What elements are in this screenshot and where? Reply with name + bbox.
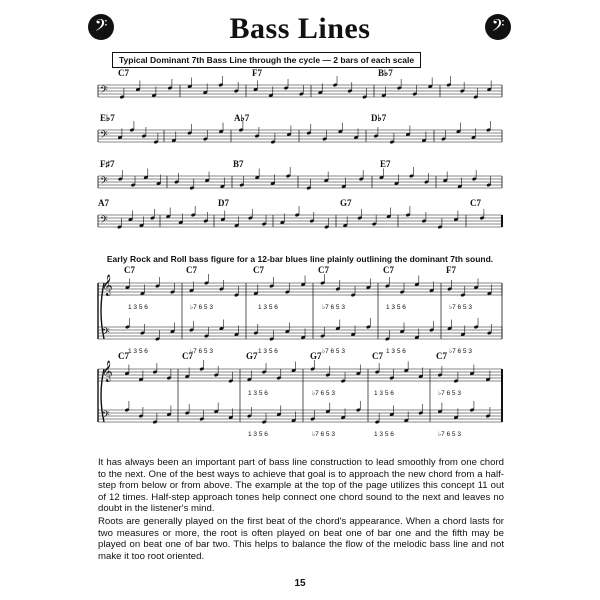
- note-group: [447, 318, 492, 337]
- chord-symbol: B7: [233, 159, 244, 169]
- note-group: [239, 121, 292, 144]
- scale-degree-figure: 1 3 5 6: [374, 390, 394, 397]
- note-group: [379, 167, 429, 186]
- bass-staff: [98, 130, 502, 142]
- note-group: [117, 209, 155, 229]
- treble-clef-icon: 𝄞: [102, 275, 113, 296]
- scale-degree-figure: ♭7 6 5 3: [322, 304, 345, 311]
- bass-staff: [98, 327, 502, 339]
- bass-clef-icon: 𝄢: [88, 14, 114, 40]
- scale-degree-figure: 1 3 5 6: [128, 348, 148, 355]
- scale-degree-figure: ♭7 6 5 3: [438, 390, 461, 397]
- bass-clef-icon: 𝄢: [100, 214, 108, 228]
- chord-symbol: C7: [383, 265, 394, 275]
- note-group: [174, 172, 225, 191]
- note-group: [120, 79, 173, 99]
- note-group: [381, 78, 432, 98]
- chord-symbol: C7: [436, 351, 447, 361]
- body-paragraph: Roots are generally played on the first beat of the chord's appearance. When a chord lasts for two measures or more, the root is often played on beat one of bar one and the fifth may be played on beat one of bar two. This helps to balance the flow of the melodic bass line and not make it too root oriented.: [98, 516, 504, 562]
- scale-degree-figure: 1 3 5 6: [248, 390, 268, 397]
- chord-symbol: E7: [380, 159, 391, 169]
- chord-symbol: A7: [98, 198, 109, 208]
- chord-symbol: G7: [310, 351, 322, 361]
- note-group: [189, 320, 239, 339]
- note-group: [406, 206, 459, 229]
- note-group: [438, 365, 491, 384]
- note-group: [187, 76, 238, 95]
- scale-degree-figure: 1 3 5 6: [386, 304, 406, 311]
- note-group: [310, 401, 361, 421]
- note-group: [447, 279, 492, 298]
- note-group: [441, 121, 491, 141]
- scale-degree-figure: ♭7 6 5 3: [449, 348, 472, 355]
- section-caption-cycle: Typical Dominant 7th Bass Line through the cycle — 2 bars of each scale: [112, 52, 421, 68]
- note-group: [375, 362, 423, 381]
- bass-clef-icon: 𝄢: [100, 175, 108, 189]
- scale-degree-figure: 1 3 5 6: [386, 348, 406, 355]
- bass-clef-icon: 𝄢: [100, 84, 108, 98]
- scale-degree-figure: ♭7 6 5 3: [190, 348, 213, 355]
- scale-degree-figure: 1 3 5 6: [258, 348, 278, 355]
- note-group: [253, 323, 305, 342]
- scale-degree-figure: 1 3 5 6: [258, 304, 278, 311]
- chord-symbol: G7: [246, 351, 258, 361]
- note-group: [220, 209, 266, 228]
- scale-degree-figure: 1 3 5 6: [374, 431, 394, 438]
- chord-symbol: C7: [318, 265, 329, 275]
- chord-symbol: F7: [446, 265, 456, 275]
- bass-clef-icon: 𝄢: [102, 326, 110, 340]
- note-group: [343, 208, 391, 228]
- chord-symbol: B♭7: [378, 68, 393, 78]
- note-group: [125, 318, 175, 341]
- note-group: [318, 76, 367, 99]
- note-group: [253, 276, 305, 296]
- note-group: [306, 123, 358, 142]
- bass-clef-icon: 𝄢: [485, 14, 511, 40]
- note-group: [306, 170, 363, 190]
- note-group: [320, 318, 371, 338]
- note-group: [320, 274, 371, 297]
- bass-clef-icon: 𝄢: [100, 129, 108, 143]
- chord-symbol: F♯7: [100, 159, 115, 169]
- scale-degree-figure: ♭7 6 5 3: [449, 304, 472, 311]
- note-group: [446, 76, 491, 99]
- note-group: [125, 401, 172, 424]
- chord-symbol: C7: [253, 265, 264, 275]
- note-group: [189, 274, 239, 297]
- note-group: [171, 123, 223, 143]
- chord-symbol: D7: [218, 198, 229, 208]
- note-group: [239, 167, 290, 187]
- note-group: [443, 170, 491, 189]
- note-group: [125, 363, 172, 382]
- chord-symbol: C7: [470, 198, 481, 208]
- note-group: [385, 321, 434, 341]
- chord-symbol: C7: [118, 351, 129, 361]
- scale-degree-figure: ♭7 6 5 3: [312, 390, 335, 397]
- section-caption-blues: Early Rock and Roll bass figure for a 12-bar blues line plainly outlining the dominant 7th sound.: [106, 254, 494, 264]
- chord-symbol: G7: [340, 198, 352, 208]
- note-group: [118, 121, 159, 144]
- note-group: [375, 404, 423, 424]
- chord-symbol: A♭7: [234, 113, 250, 123]
- scale-degree-figure: ♭7 6 5 3: [312, 431, 335, 438]
- note-group: [247, 406, 296, 425]
- chord-symbol: C7: [124, 265, 135, 275]
- note-group: [185, 360, 233, 383]
- bass-staff: [98, 215, 502, 227]
- treble-clef-icon: 𝄞: [102, 361, 113, 382]
- note-group: [185, 403, 233, 422]
- chord-symbol: C7: [182, 351, 193, 361]
- note-group: [247, 362, 296, 382]
- note-group: [385, 276, 434, 295]
- scale-degree-figure: 1 3 5 6: [128, 304, 148, 311]
- note-group: [125, 277, 175, 296]
- chord-symbol: C7: [118, 68, 129, 78]
- chord-symbol: C7: [372, 351, 383, 361]
- chord-symbol: F7: [252, 68, 262, 78]
- scale-degree-figure: ♭7 6 5 3: [438, 431, 461, 438]
- note-group: [253, 79, 304, 98]
- scale-degree-figure: 1 3 5 6: [248, 431, 268, 438]
- note-group: [480, 209, 485, 220]
- bass-clef-icon: 𝄢: [102, 409, 110, 423]
- chord-symbol: C7: [186, 265, 197, 275]
- note-group: [310, 360, 361, 383]
- note-group: [166, 206, 208, 225]
- chord-symbol: D♭7: [371, 113, 387, 123]
- note-group: [280, 206, 329, 229]
- scale-degree-figure: ♭7 6 5 3: [190, 304, 213, 311]
- note-group: [438, 401, 491, 420]
- body-paragraph: It has always been an important part of bass line construction to lead smoothly from one chord to the next. One of the best ways to achieve that goal is to approach the new chord from a half-step from below or from above. The example at the top of the page utilizes this concept 11 out of 12 times. Half-step approach tones help connect one chord sound to the next and leaves no doubt in the listener's mind.: [98, 457, 504, 515]
- note-group: [374, 126, 427, 145]
- chord-symbol: E♭7: [100, 113, 115, 123]
- scale-degree-figure: ♭7 6 5 3: [322, 348, 345, 355]
- page-title: Bass Lines: [229, 12, 371, 45]
- note-group: [118, 169, 161, 188]
- page-number: 15: [294, 578, 306, 589]
